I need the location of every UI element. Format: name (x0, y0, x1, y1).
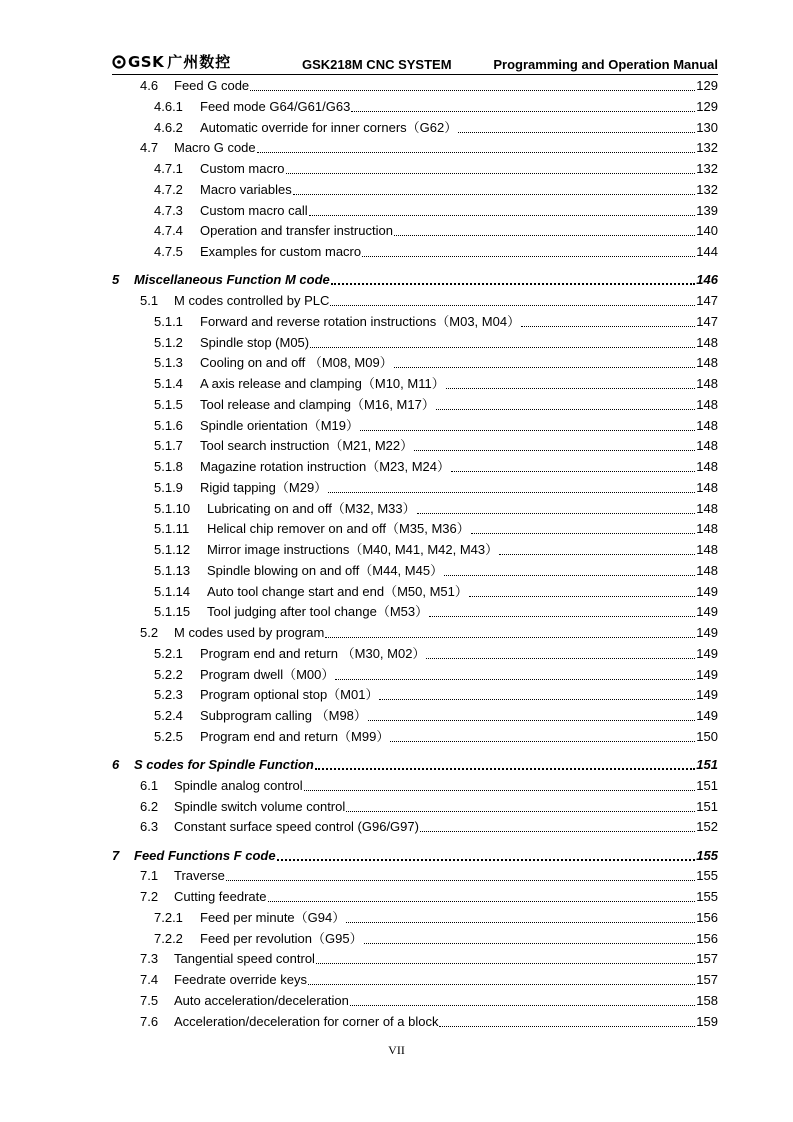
dot-leader (286, 172, 696, 174)
toc-entry-number: 5.1.9 (154, 479, 183, 495)
toc-entry[interactable] (112, 374, 718, 394)
toc-entry-number: 6.2 (140, 798, 159, 814)
dot-leader (471, 532, 696, 534)
toc-entry-page: 149 (696, 645, 718, 661)
toc-entry-title: Rigid tapping（M29） (200, 479, 328, 495)
dot-leader (446, 387, 696, 389)
dot-leader (469, 595, 695, 597)
toc-entry-page: 148 (696, 459, 718, 474)
toc-entry-number: 7.2 (140, 889, 159, 904)
toc-chapter-entry[interactable] (112, 846, 718, 866)
toc-entry[interactable] (112, 221, 718, 241)
toc-entry-title: Spindle orientation（M19） (200, 417, 359, 433)
toc-entry-page: 144 (696, 244, 718, 259)
toc-entry-title: Examples for custom macro (200, 244, 362, 259)
toc-entry-title: Feed per minute（G94） (200, 909, 346, 925)
toc-entry-title: Constant surface speed control (G96/G97) (174, 819, 419, 835)
toc-entry-page: 149 (696, 666, 718, 682)
toc-entry-page: 132 (696, 181, 718, 197)
dot-leader (394, 234, 695, 236)
toc-entry-number: 7.1 (140, 868, 159, 884)
toc-entry[interactable] (112, 457, 718, 477)
toc-entry-page: 129 (696, 78, 718, 93)
toc-entry-page: 159 (696, 1013, 718, 1029)
toc-entry-number: 5.2.2 (154, 666, 183, 682)
toc-entry-page: 149 (696, 583, 718, 599)
toc-entry-number: 4.7.3 (154, 202, 183, 218)
toc-entry-number: 5.1.8 (154, 459, 183, 474)
toc-entry[interactable] (112, 623, 718, 643)
toc-entry[interactable] (112, 561, 718, 581)
toc-entry-page: 132 (696, 161, 718, 176)
toc-entry-number: 7.5 (140, 992, 159, 1008)
toc-entry-title: Cooling on and off （M08, M09） (200, 355, 393, 371)
toc-entry-title: Auto tool change start and end（M50, M51） (207, 583, 468, 599)
dot-leader (304, 789, 696, 791)
toc-entry-title: M codes used by program (174, 625, 325, 640)
toc-entry-number: 5.1.7 (154, 438, 183, 454)
dot-leader (426, 657, 695, 659)
dot-leader (315, 767, 695, 770)
toc-entry-title: Feed G code (174, 78, 250, 93)
toc-entry-number: 5.1.13 (154, 562, 191, 578)
toc-entry[interactable] (112, 159, 718, 179)
toc-entry[interactable] (112, 333, 718, 353)
toc-entry-title: Lubricating on and off（M32, M33） (207, 500, 416, 516)
toc-entry-title: Program end and return（M99） (200, 728, 390, 744)
toc-entry-title: Operation and transfer instruction (200, 223, 393, 239)
toc-entry-page: 147 (696, 293, 718, 308)
toc-entry-title: Tool search instruction（M21, M22） (200, 438, 414, 454)
toc-entry-page: 149 (696, 687, 718, 703)
toc-entry-number: 4.6 (140, 78, 159, 93)
manual-title: Programming and Operation Manual (493, 57, 718, 72)
toc-entry-number: 5.1.15 (154, 604, 191, 620)
toc-entry-page: 156 (696, 909, 718, 925)
toc-entry[interactable] (112, 97, 718, 117)
page-header (112, 52, 718, 75)
toc-entry[interactable] (112, 866, 718, 886)
dot-leader (293, 193, 696, 195)
toc-entry-page: 148 (696, 355, 718, 371)
toc-entry[interactable] (112, 499, 718, 519)
toc-entry-number: 5.2.3 (154, 687, 183, 703)
dot-leader (521, 325, 695, 327)
toc-entry-title: Helical chip remover on and off（M35, M36） (207, 521, 470, 537)
toc-entry-page: 157 (696, 951, 718, 967)
toc-entry-number: 5.1.4 (154, 376, 183, 391)
toc-entry-title: Miscellaneous Function M code (134, 272, 330, 288)
toc-chapter-entry[interactable] (112, 755, 718, 775)
toc-entry-number: 5.1.14 (154, 583, 191, 599)
dot-leader (226, 879, 695, 881)
toc-entry-number: 5.2.4 (154, 708, 183, 723)
toc-entry-page: 150 (696, 728, 718, 744)
dot-leader (277, 858, 696, 861)
toc-entry-title: Spindle blowing on and off（M44, M45） (207, 562, 444, 578)
toc-entry-title: Magazine rotation instruction（M23, M24） (200, 459, 451, 474)
system-title: GSK218M CNC SYSTEM (302, 57, 452, 72)
toc-entry-title: Spindle analog control (174, 777, 303, 793)
toc-entry-title: Program dwell（M00） (200, 666, 335, 682)
logo-chinese-text: 广州数控 (167, 53, 232, 71)
dot-leader (330, 304, 695, 306)
toc-entry-number: 5.1.10 (154, 500, 191, 516)
toc-entry-number: 6.1 (140, 777, 159, 793)
toc-entry[interactable] (112, 201, 718, 221)
toc-entry[interactable] (112, 291, 718, 311)
toc-entry-number: 4.7.1 (154, 161, 183, 176)
toc-entry-page: 158 (696, 992, 718, 1008)
toc-entry[interactable] (112, 644, 718, 664)
toc-entry-title: Spindle switch volume control (174, 798, 346, 814)
toc-entry-title: Feed mode G64/G61/G63 (200, 98, 351, 114)
dot-leader (346, 921, 695, 923)
toc-entry-page: 156 (696, 930, 718, 946)
toc-entry-title: Subprogram calling （M98） (200, 708, 367, 723)
toc-entry[interactable] (112, 416, 718, 436)
toc-entry-page: 147 (696, 313, 718, 329)
toc-entry-number: 7.2.2 (154, 930, 183, 946)
toc-entry[interactable] (112, 76, 718, 96)
toc-entry[interactable] (112, 727, 718, 747)
toc-entry-page: 149 (696, 625, 718, 640)
toc-entry-title: Program end and return （M30, M02） (200, 645, 426, 661)
dot-leader (417, 512, 696, 514)
dot-leader (335, 678, 695, 680)
gsk-logo (112, 53, 231, 71)
toc-entry[interactable] (112, 180, 718, 200)
toc-entry-page: 148 (696, 438, 718, 454)
toc-entry-page: 148 (696, 521, 718, 537)
toc-entry-title: Feed per revolution（G95） (200, 930, 363, 946)
toc-entry[interactable] (112, 706, 718, 726)
toc-entry[interactable] (112, 929, 718, 949)
dot-leader (360, 429, 695, 431)
toc-entry-number: 7.2.1 (154, 909, 183, 925)
toc-entry-page: 155 (696, 889, 718, 904)
toc-entry-page: 149 (696, 604, 718, 620)
toc-entry[interactable] (112, 991, 718, 1011)
toc-entry[interactable] (112, 138, 718, 158)
toc-entry-page: 148 (696, 417, 718, 433)
dot-leader (328, 491, 695, 493)
toc-entry-number: 4.7.5 (154, 244, 183, 259)
dot-leader (364, 942, 696, 944)
toc-entry[interactable] (112, 665, 718, 685)
dot-leader (394, 366, 696, 368)
toc-entry-title: Custom macro call (200, 202, 308, 218)
toc-entry[interactable] (112, 887, 718, 907)
dot-leader (325, 636, 695, 638)
toc-entry[interactable] (112, 970, 718, 990)
toc-entry-page: 148 (696, 542, 718, 557)
toc-entry-title: Spindle stop (M05) (200, 334, 310, 350)
toc-entry[interactable] (112, 1012, 718, 1032)
dot-leader (436, 408, 695, 410)
toc-entry-page: 152 (696, 819, 718, 835)
toc-entry[interactable] (112, 395, 718, 415)
dot-leader (316, 962, 695, 964)
toc-entry-number: 5.1.5 (154, 396, 183, 412)
dot-leader (439, 1025, 695, 1027)
toc-entry[interactable] (112, 118, 718, 138)
toc-entry[interactable] (112, 817, 718, 837)
toc-entry-title: Tool judging after tool change（M53） (207, 604, 429, 620)
toc-entry-title: Feedrate override keys (174, 972, 307, 987)
toc-entry-number: 4.7.4 (154, 223, 183, 239)
toc-entry[interactable] (112, 908, 718, 928)
toc-entry-number: 4.7.2 (154, 181, 183, 197)
dot-leader (429, 615, 695, 617)
toc-entry-page: 149 (696, 708, 718, 723)
toc-entry[interactable] (112, 540, 718, 560)
toc-entry-page: 140 (696, 223, 718, 239)
toc-entry-page: 157 (696, 972, 718, 987)
dot-leader (331, 282, 696, 285)
toc-entry[interactable] (112, 242, 718, 262)
dot-leader (257, 151, 696, 153)
toc-entry[interactable] (112, 312, 718, 332)
toc-entry-title: A axis release and clamping（M10, M11） (200, 376, 445, 391)
toc-entry-title: Program optional stop（M01） (200, 687, 379, 703)
toc-entry-title: Traverse (174, 868, 225, 884)
gsk-logo-icon (112, 55, 126, 69)
dot-leader (458, 131, 695, 133)
toc-entry[interactable] (112, 602, 718, 622)
toc-entry-number: 5 (112, 272, 120, 288)
dot-leader (368, 719, 695, 721)
toc-entry-page: 129 (696, 98, 718, 114)
toc-entry-page: 151 (696, 777, 718, 793)
toc-entry[interactable] (112, 949, 718, 969)
toc-entry-title: Feed Functions F code (134, 847, 276, 863)
toc-entry-number: 4.7 (140, 140, 159, 156)
toc-entry-number: 6 (112, 757, 120, 772)
dot-leader (310, 346, 695, 348)
toc-entry-page: 148 (696, 376, 718, 391)
toc-entry-page: 146 (696, 272, 718, 288)
toc-chapter-entry[interactable] (112, 270, 718, 290)
dot-leader (268, 900, 696, 902)
toc-entry-title: Tool release and clamping（M16, M17） (200, 396, 435, 412)
dot-leader (390, 740, 695, 742)
toc-entry-title: Macro G code (174, 140, 256, 156)
toc-entry-page: 132 (696, 140, 718, 156)
toc-entry-title: Cutting feedrate (174, 889, 267, 904)
dot-leader (451, 470, 695, 472)
toc-entry-page: 148 (696, 479, 718, 495)
toc-entry-number: 5.2.1 (154, 645, 183, 661)
toc-entry-page: 151 (696, 798, 718, 814)
toc-entry-title: Auto acceleration/deceleration (174, 992, 349, 1008)
toc-entry-number: 5.2.5 (154, 728, 183, 744)
toc-entry-number: 7.3 (140, 951, 159, 967)
toc-entry-page: 139 (696, 202, 718, 218)
dot-leader (379, 698, 695, 700)
toc-entry-page: 151 (696, 757, 718, 772)
toc-entry-number: 5.1.2 (154, 334, 183, 350)
toc-entry[interactable] (112, 519, 718, 539)
toc-entry[interactable] (112, 685, 718, 705)
toc-entry-title: Mirror image instructions（M40, M41, M42, M43） (207, 542, 499, 557)
toc-entry-title: Tangential speed control (174, 951, 315, 967)
logo-text: GSK (128, 53, 165, 71)
toc-entry-title: Custom macro (200, 161, 285, 176)
toc-entry[interactable] (112, 478, 718, 498)
toc-entry-page: 148 (696, 562, 718, 578)
toc-entry-page: 148 (696, 334, 718, 350)
dot-leader (309, 214, 696, 216)
toc-entry[interactable] (112, 353, 718, 373)
toc-entry-number: 5.1.1 (154, 313, 183, 329)
toc-entry-number: 4.6.1 (154, 98, 183, 114)
toc-entry-title: Forward and reverse rotation instructions（M03, M04） (200, 313, 521, 329)
toc-entry[interactable] (112, 776, 718, 796)
dot-leader (351, 110, 695, 112)
toc-entry-number: 5.1.12 (154, 542, 191, 557)
toc-entry-number: 4.6.2 (154, 119, 183, 135)
toc-entry-title: M codes controlled by PLC (174, 293, 330, 308)
toc-entry-number: 5.2 (140, 625, 159, 640)
toc-entry[interactable] (112, 797, 718, 817)
page-number: VII (388, 1043, 405, 1057)
toc-entry-number: 5.1.11 (154, 521, 190, 537)
toc-entry-number: 5.1.3 (154, 355, 183, 371)
toc-entry[interactable] (112, 582, 718, 602)
toc-entry-page: 148 (696, 500, 718, 516)
dot-leader (414, 449, 695, 451)
dot-leader (308, 983, 695, 985)
toc-entry-number: 6.3 (140, 819, 159, 835)
dot-leader (499, 553, 695, 555)
dot-leader (250, 89, 695, 91)
toc-entry-number: 7 (112, 847, 120, 863)
toc-entry-number: 7.6 (140, 1013, 159, 1029)
toc-entry-number: 5.1.6 (154, 417, 183, 433)
toc-entry-number: 7.4 (140, 972, 159, 987)
dot-leader (444, 574, 695, 576)
dot-leader (420, 830, 695, 832)
toc-entry-title: S codes for Spindle Function (134, 757, 314, 772)
toc-entry-page: 155 (696, 847, 718, 863)
toc-entry[interactable] (112, 436, 718, 456)
dot-leader (350, 1004, 695, 1006)
dot-leader (346, 810, 695, 812)
toc-entry-page: 148 (696, 396, 718, 412)
toc-entry-title: Acceleration/deceleration for corner of a block (174, 1013, 439, 1029)
toc-entry-title: Automatic override for inner corners（G62） (200, 119, 458, 135)
toc-entry-title: Macro variables (200, 181, 292, 197)
toc-entry-number: 5.1 (140, 293, 159, 308)
toc-entry-page: 130 (696, 119, 718, 135)
dot-leader (362, 255, 695, 257)
toc-entry-page: 155 (696, 868, 718, 884)
